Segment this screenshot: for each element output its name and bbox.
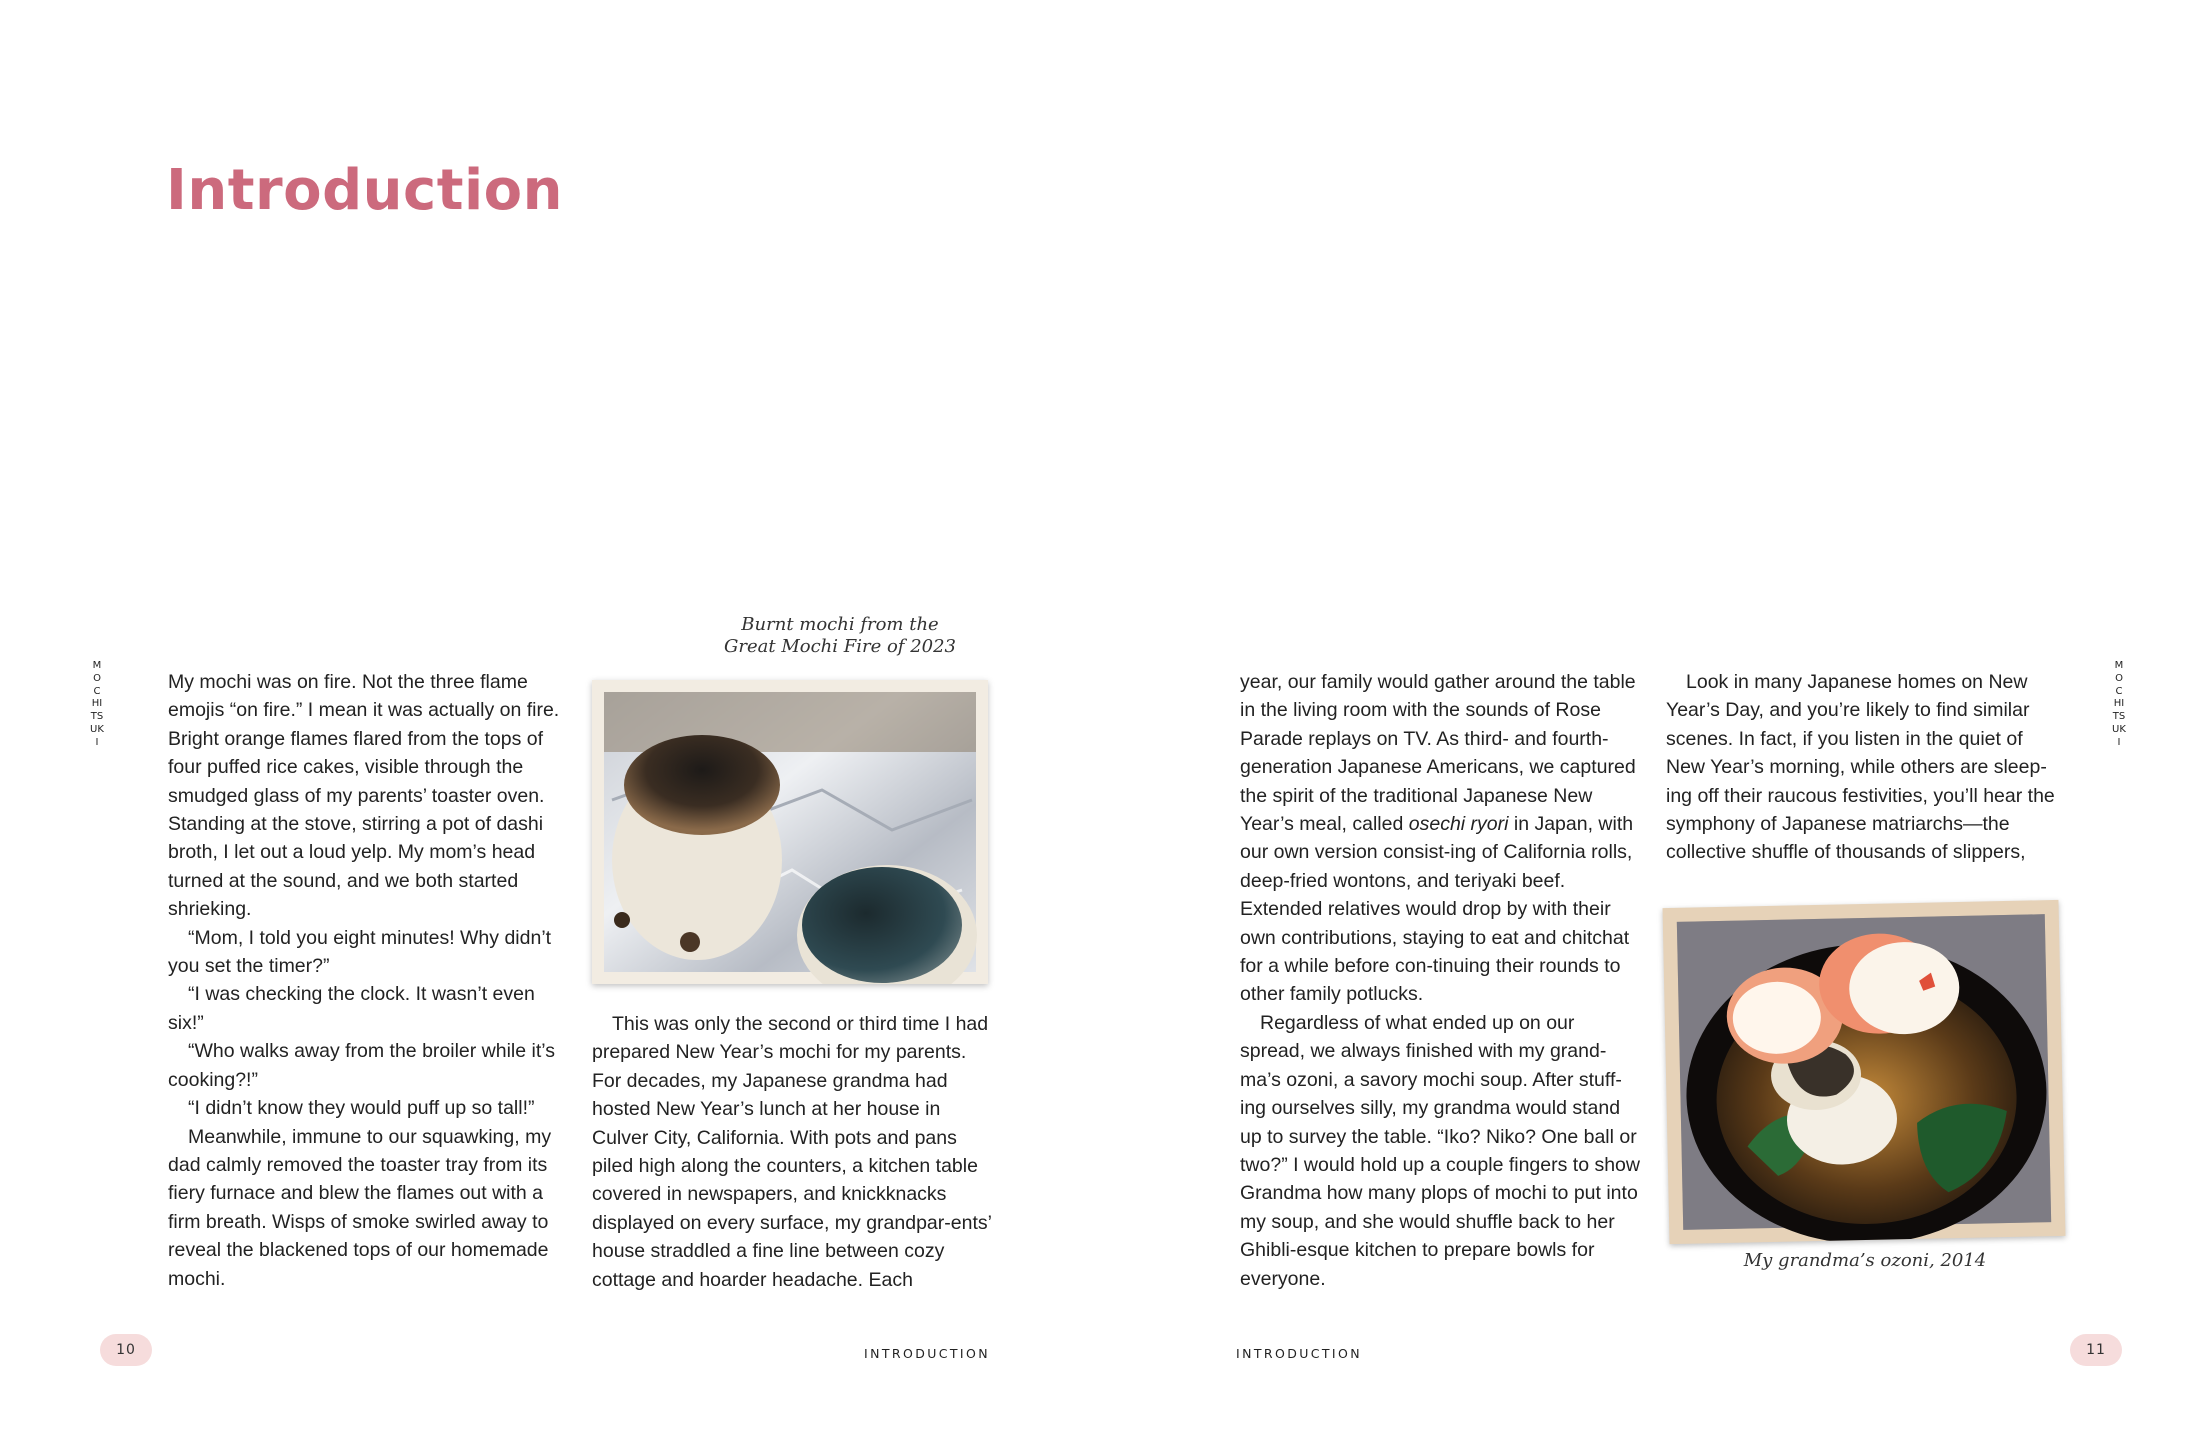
- paragraph: This was only the second or third time I had prepared New Year’s mochi for my parents. For decades, my Japanese grandma had hosted New Year’s lunch at her house in Culver City, California. With pots and pans piled high along the counters, a kitchen table covered in newspapers, and knickknacks displayed on every surface, my grandpar-ents’ house straddled a fine line between cozy cottage and hoarder headache. Each: [592, 1013, 992, 1291]
- caption-line: Burnt mochi from the: [741, 614, 939, 635]
- page-number-left: 10: [100, 1334, 152, 1366]
- paragraph: “Mom, I told you eight minutes! Why didn’t you set the timer?”: [168, 926, 552, 978]
- paragraph: [1240, 668, 1640, 1009]
- paragraph: “Who walks away from the broiler while it’s cooking?!”: [168, 1040, 556, 1091]
- page-number-right: 11: [2070, 1334, 2122, 1366]
- text-column-4: [1666, 668, 2066, 867]
- paragraph: “I was checking the clock. It wasn’t even six!”: [168, 983, 535, 1034]
- text-span: year, our family would gather around the table in the living room with the sounds of Rose Parade replays on TV. As third- and fourth-generation Japanese Americans, we captured the spirit of the traditional Japanese New Year’s meal, called: [1240, 671, 1636, 836]
- paragraph: Regardless of what ended up on our spread, we always finished with my grand-ma’s ozoni, a savory mochi soup. After stuff-ing ourselves silly, my grandma would stand up to survey the table. “Iko? Niko? One ball or two?” I would hold up a couple fingers to show Grandma how many plops of mochi to put into my soup, and she would shuffle back to her Ghibli-esque kitchen to prepare bowls for everyone.: [1240, 1011, 1640, 1290]
- ozoni-photo: [1663, 900, 2066, 1244]
- photo-caption-burnt-mochi: [700, 614, 980, 658]
- page-title: Introduction: [166, 158, 564, 223]
- side-label-right: MOCHITSUKI: [2112, 660, 2126, 748]
- paragraph: Look in many Japanese homes on New Year’s Day, and you’re likely to find similar scenes. In fact, if you listen in the quiet of New Year’s morning, while others are sleep-ing off their raucous festivities, you’ll hear the symphony of Japanese matriarchs—the collective shuffle of thousands of slippers,: [1666, 671, 2055, 864]
- burnt-mochi-image: [592, 680, 988, 984]
- running-head-left: INTRODUCTION: [864, 1346, 991, 1361]
- photo-caption-ozoni: My grandma’s ozoni, 2014: [1743, 1250, 1987, 1271]
- running-head-right: INTRODUCTION: [1236, 1346, 1363, 1361]
- side-label-left: MOCHITSUKI: [90, 660, 104, 748]
- italic-term: osechi ryori: [1408, 813, 1509, 836]
- caption-line: Great Mochi Fire of 2023: [724, 636, 956, 657]
- burnt-mochi-photo: [592, 680, 988, 984]
- paragraph: “I didn’t know they would puff up so tall!”: [188, 1097, 535, 1120]
- text-span: in Japan, with our own version consist-ing of California rolls, deep-fried wontons, and teriyaki beef. Extended relatives would drop by with their own contributions, staying to eat and chitchat for a while before con-tinuing their rounds to other family potlucks.: [1240, 813, 1634, 1006]
- paragraph: Meanwhile, immune to our squawking, my dad calmly removed the toaster tray from its fiery furnace and blew the flames out with a firm breath. Wisps of smoke swirled away to reveal the blackened tops of our homemade mochi.: [168, 1125, 552, 1290]
- text-column-3: [1240, 668, 1640, 1293]
- ozoni-image: [1663, 900, 2066, 1244]
- text-column-1: [168, 668, 568, 1293]
- text-column-2: [592, 1010, 992, 1294]
- paragraph: My mochi was on fire. Not the three flame emojis “on fire.” I mean it was actually on fire. Bright orange flames flared from the tops of four puffed rice cakes, visible through the smudged glass of my parents’ toaster oven. Standing at the stove, stirring a pot of dashi broth, I let out a loud yelp. My mom’s head turned at the sound, and we both started shrieking.: [168, 671, 560, 921]
